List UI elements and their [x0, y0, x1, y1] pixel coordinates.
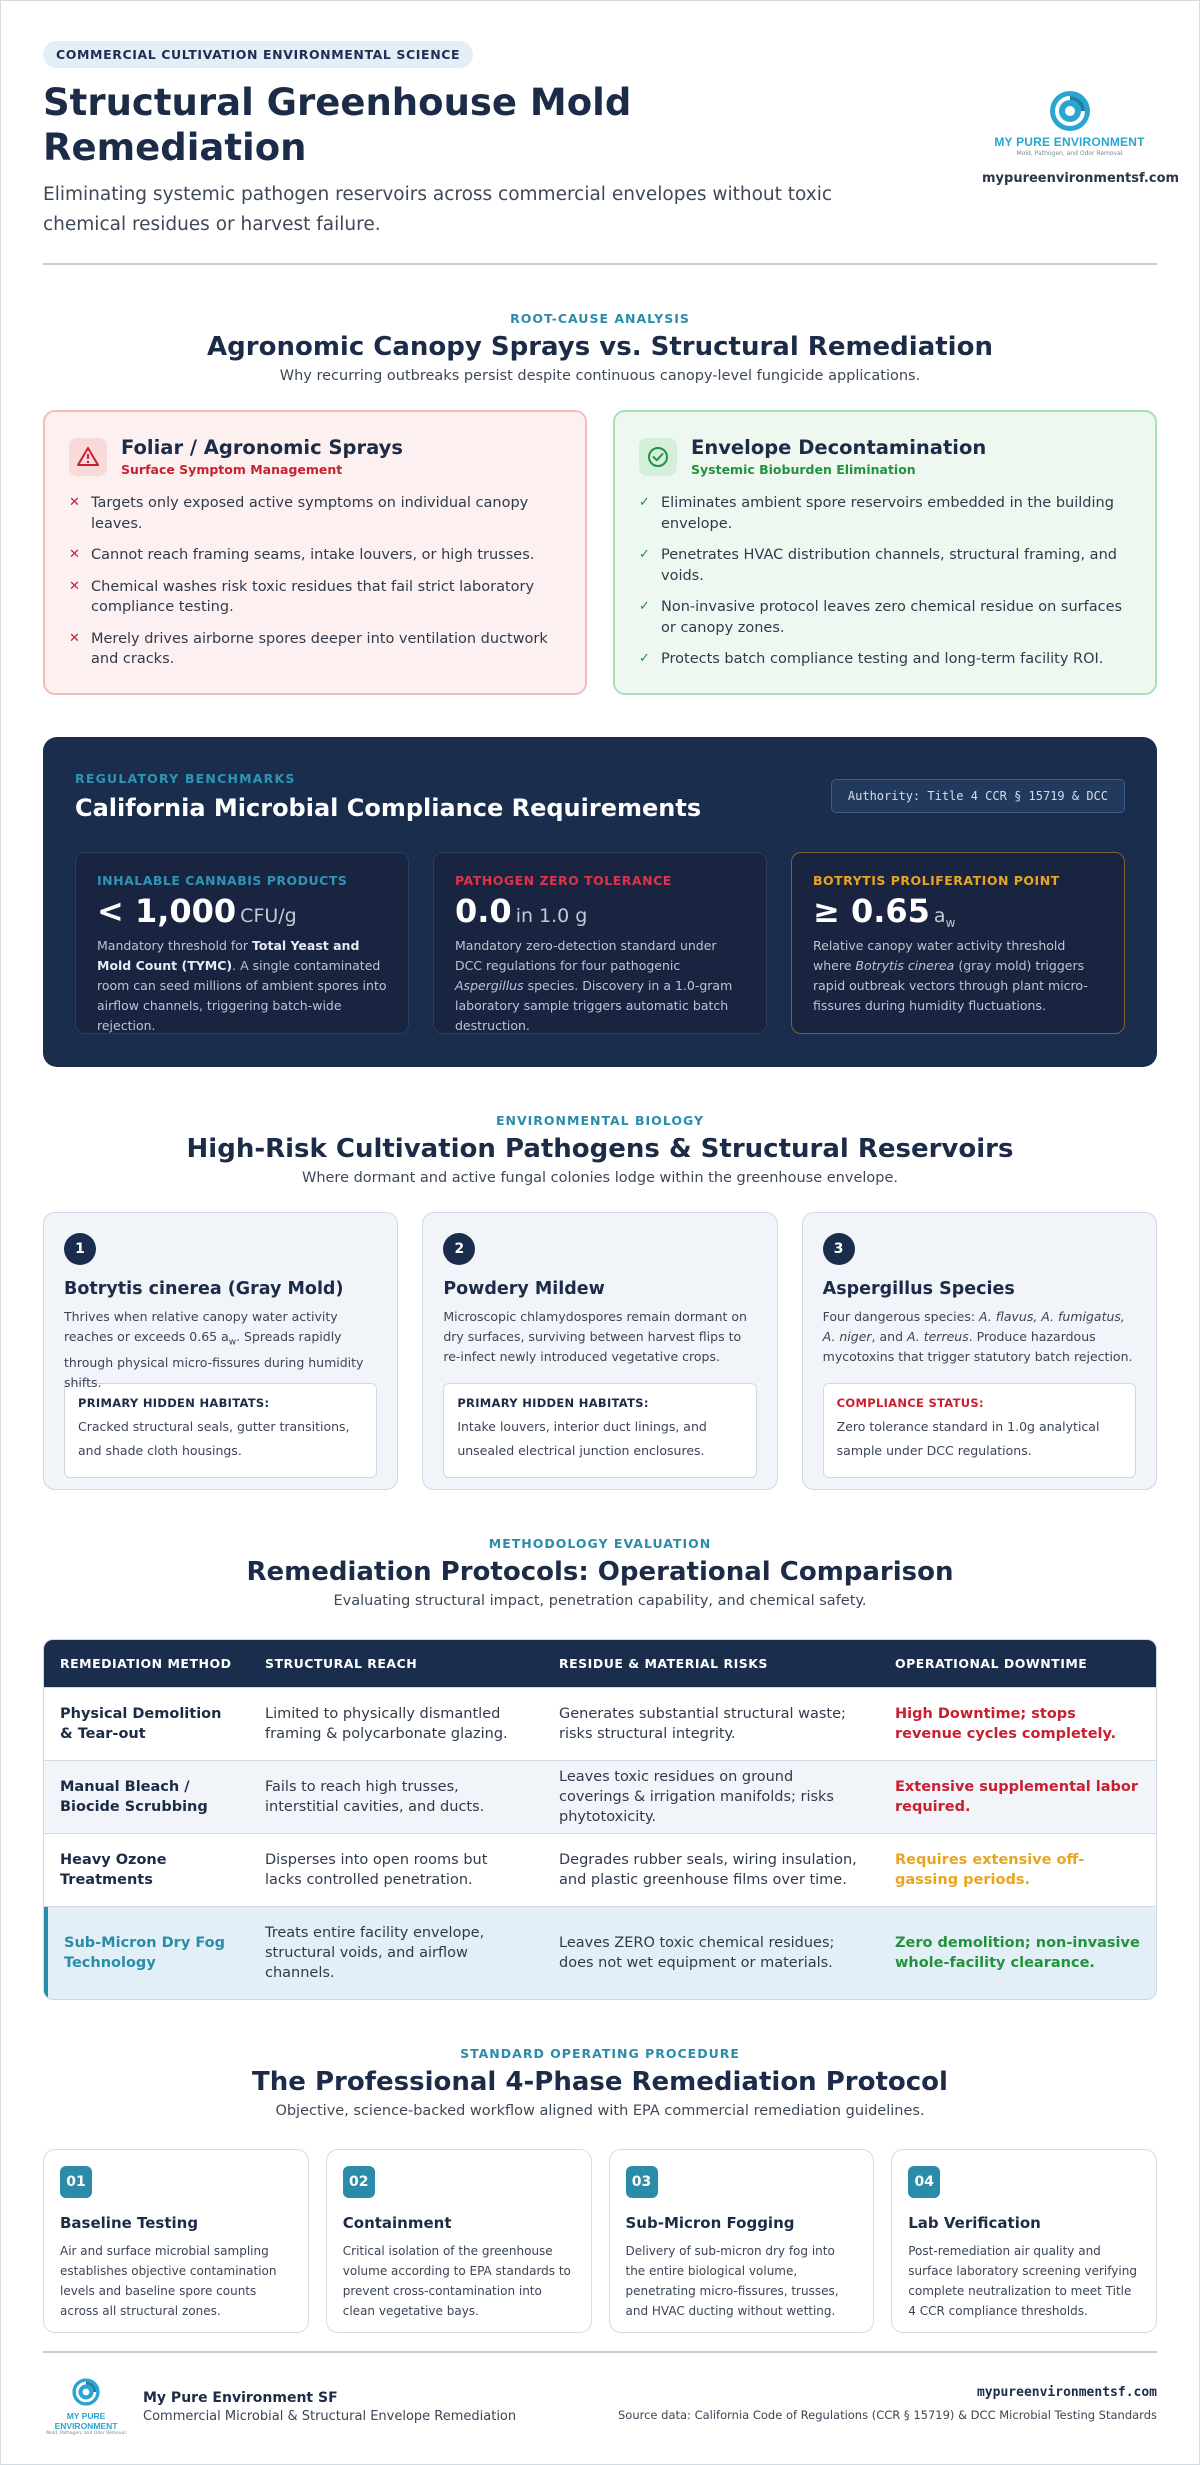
metric-description: Relative canopy water activity threshold where Botrytis cinerea (gray mold) triggers rapid outbreak vectors through plant micro-fissures during humidity fluctuations. — [813, 938, 1088, 1013]
brand-url: mypureenvironmentsf.com — [982, 171, 1180, 186]
x-mark-icon: ✕ — [69, 630, 80, 646]
column-header: OPERATIONAL DOWNTIME — [895, 1655, 1088, 1671]
phase-description: Delivery of sub-micron dry fog into the entire biological volume, penetrating micro-fissures, trusses, and HVAC ducting without wetting. — [625, 2244, 839, 2318]
footer-logo-icon — [43, 2377, 129, 2411]
comparison-cards — [43, 410, 1157, 695]
list-item: ✕ Merely drives airborne spores deeper into ventilation ductwork and cracks. — [69, 629, 561, 670]
table-row-highlighted — [44, 1907, 1156, 1999]
card-title: Botrytis cinerea (Gray Mold) — [64, 1279, 344, 1299]
brand-block — [982, 41, 1180, 186]
envelope-decontamination-card — [613, 410, 1157, 695]
risk-cell: Generates substantial structural waste; risks structural integrity. — [559, 1706, 846, 1742]
method-cell: Manual Bleach / Biocide Scrubbing — [60, 1779, 208, 1815]
card-header — [69, 436, 561, 477]
footer-wordmark: MY PURE ENVIRONMENT — [54, 2411, 118, 2431]
brand-logo-icon — [1048, 89, 1092, 133]
compliance-panel — [43, 737, 1157, 1067]
phase-cards — [43, 2149, 1157, 2333]
risk-cell: Leaves ZERO toxic chemical residues; does not wet equipment or materials. — [559, 1935, 835, 1971]
section-subtitle: Objective, science-backed workflow aligned with EPA commercial remediation guidelines. — [275, 2103, 925, 2119]
metric-label: INHALABLE CANNABIS PRODUCTS — [97, 873, 348, 888]
card-description: Four dangerous species: A. flavus, A. fumigatus, A. niger, and A. terreus. Produce hazardous mycotoxins that trigger statutory batch rejection. — [822, 1309, 1133, 1364]
pathogen-card-powdery-mildew — [422, 1212, 777, 1490]
page-header — [43, 41, 1180, 265]
check-circle-icon — [639, 438, 677, 476]
card-description: Thrives when relative canopy water activity reaches or exceeds 0.65 $a_w$. Spreads rapidly through physical micro-fissures during humidity shifts. — [64, 1309, 364, 1390]
phase-description: Post-remediation air quality and surface laboratory screening verifying complete neutralization to meet Title 4 CCR compliance thresholds. — [908, 2244, 1137, 2318]
brand-wordmark: MY PURE ENVIRONMENT — [994, 135, 1145, 149]
foliar-sprays-card — [43, 410, 587, 695]
footer-brand — [43, 2377, 516, 2436]
footer-logo — [43, 2377, 129, 2436]
habitat-label: PRIMARY HIDDEN HABITATS: — [457, 1396, 649, 1410]
footer-meta — [618, 2377, 1157, 2436]
method-cell: Physical Demolition & Tear-out — [60, 1706, 222, 1742]
downtime-cell: Zero demolition; non-invasive whole-facility clearance. — [895, 1935, 1140, 1971]
card-subtitle: Systemic Bioburden Elimination — [691, 462, 916, 477]
compliance-status-text: Zero tolerance standard in 1.0g analytical sample under DCC regulations. — [836, 1419, 1100, 1458]
list-item: ✕ Cannot reach framing seams, intake louvers, or high trusses. — [69, 545, 561, 566]
envelope-list — [639, 493, 1131, 670]
section-subtitle: Where dormant and active fungal colonies lodge within the greenhouse envelope. — [301, 1170, 899, 1186]
checkmark-icon: ✓ — [639, 651, 650, 666]
column-header: STRUCTURAL REACH — [265, 1655, 418, 1671]
compliance-status-box — [823, 1383, 1136, 1478]
downtime-cell: Extensive supplemental labor required. — [895, 1779, 1139, 1815]
x-mark-icon: ✕ — [69, 547, 80, 562]
section-eyebrow: ROOT-CAUSE ANALYSIS — [510, 311, 690, 326]
pathogens-heading — [43, 1113, 1157, 1186]
reach-cell: Fails to reach high trusses, interstitial cavities, and ducts. — [265, 1779, 485, 1815]
reach-cell: Treats entire facility envelope, structural voids, and airflow channels. — [265, 1925, 485, 1981]
column-header: RESIDUE & MATERIAL RISKS — [559, 1655, 768, 1671]
metric-value: ≥ 0.65 $a_w$ — [813, 892, 956, 930]
risk-cell: Leaves toxic residues on ground coverings & irrigation manifolds; risks phytotoxicity. — [559, 1769, 834, 1825]
phase-card-fogging — [609, 2149, 875, 2333]
downtime-cell: Requires extensive off-gassing periods. — [895, 1852, 1085, 1888]
footer-url: mypureenvironmentsf.com — [976, 2385, 1157, 2400]
sop-heading — [43, 2046, 1157, 2119]
compliance-title: California Microbial Compliance Requirements — [75, 794, 702, 822]
list-item: ✓ Non-invasive protocol leaves zero chemical residue on surfaces or canopy zones. — [639, 597, 1131, 638]
list-item: ✓ Penetrates HVAC distribution channels, structural framing, and voids. — [639, 545, 1131, 586]
metric-description: Mandatory zero-detection standard under DCC regulations for four pathogenic Aspergillus species. Discovery in a 1.0-gram laboratory sample triggers automatic batch destruction. — [455, 938, 733, 1033]
list-item: ✕ Targets only exposed active symptoms on individual canopy leaves. — [69, 493, 561, 534]
method-cell: Sub-Micron Dry Fog Technology — [64, 1935, 225, 1971]
metric-card-pathogen — [433, 852, 767, 1034]
phase-title: Baseline Testing — [60, 2214, 199, 2232]
card-title: Envelope Decontamination — [691, 436, 987, 459]
card-number: 1 — [64, 1233, 96, 1265]
section-eyebrow: ENVIRONMENTAL BIOLOGY — [495, 1113, 704, 1128]
phase-number: 01 — [60, 2166, 92, 2198]
warning-icon — [69, 438, 107, 476]
foliar-list — [69, 493, 561, 670]
table-row — [44, 1761, 1156, 1834]
header-text — [43, 41, 843, 240]
habitat-label: PRIMARY HIDDEN HABITATS: — [78, 1396, 270, 1410]
table-row — [44, 1688, 1156, 1761]
card-title: Powdery Mildew — [443, 1279, 605, 1299]
metric-unit: in 1.0 g — [515, 905, 588, 927]
card-title: Foliar / Agronomic Sprays — [121, 436, 403, 459]
page-title: Structural Greenhouse Mold Remediation — [43, 81, 632, 169]
metric-description: Mandatory threshold for Total Yeast and Mold Count (TYMC). A single contaminated room can seed millions of ambient spores into airflow channels, triggering batch-wide rejection. — [97, 938, 387, 1033]
checkmark-icon: ✓ — [639, 495, 650, 510]
phase-card-baseline-testing — [43, 2149, 309, 2333]
card-header — [639, 436, 1131, 477]
section-title: Agronomic Canopy Sprays vs. Structural Remediation — [207, 332, 993, 362]
x-mark-icon: ✕ — [69, 495, 80, 510]
metric-label: BOTRYTIS PROLIFERATION POINT — [813, 873, 1060, 888]
section-eyebrow: METHODOLOGY EVALUATION — [488, 1536, 712, 1551]
reach-cell: Limited to physically dismantled framing & polycarbonate glazing. — [265, 1706, 508, 1742]
footer-company: My Pure Environment SF — [143, 2389, 338, 2406]
footer-source: Source data: California Code of Regulations (CCR § 15719) & DCC Microbial Testing Standards — [618, 2408, 1157, 2422]
metric-value: 0.0 in 1.0 g — [455, 892, 588, 930]
list-item: ✓ Protects batch compliance testing and long-term facility ROI. — [639, 649, 1131, 670]
rootcause-heading — [43, 311, 1157, 384]
column-header: REMEDIATION METHOD — [60, 1655, 232, 1671]
phase-number: 04 — [908, 2166, 940, 2198]
metric-unit: CFU/g — [240, 905, 297, 927]
checkmark-icon: ✓ — [639, 547, 650, 562]
habitat-text: Cracked structural seals, gutter transitions, and shade cloth housings. — [78, 1419, 350, 1458]
phase-number: 03 — [626, 2166, 658, 2198]
pathogen-card-aspergillus — [802, 1212, 1157, 1490]
risk-cell: Degrades rubber seals, wiring insulation, and plastic greenhouse films over time. — [559, 1852, 857, 1888]
section-subtitle: Evaluating structural impact, penetration capability, and chemical safety. — [333, 1593, 867, 1609]
card-description: Microscopic chlamydospores remain dormant on dry surfaces, surviving between harvest flips to re-infect newly introduced vegetative crops. — [443, 1309, 747, 1364]
methods-heading — [43, 1536, 1157, 1609]
section-title: The Professional 4-Phase Remediation Protocol — [252, 2067, 948, 2097]
habitat-box — [64, 1383, 377, 1478]
card-number: 2 — [443, 1233, 475, 1265]
pathogen-card-botrytis — [43, 1212, 398, 1490]
phase-card-lab-verification — [891, 2149, 1157, 2333]
habitat-box — [443, 1383, 756, 1478]
footer-tagline: Mold, Pathogen, and Odor Removal — [46, 2431, 126, 2436]
reach-cell: Disperses into open rooms but lacks controlled penetration. — [265, 1852, 488, 1888]
category-pill: COMMERCIAL CULTIVATION ENVIRONMENTAL SCIENCE — [43, 41, 473, 68]
page-subtitle: Eliminating systemic pathogen reservoirs across commercial envelopes without toxic chemical residues or harvest failure. — [43, 184, 833, 235]
metric-unit: $a_w$ — [933, 905, 956, 930]
phase-title: Sub-Micron Fogging — [625, 2214, 795, 2232]
pathogen-cards — [43, 1212, 1157, 1490]
metric-value: < 1,000 CFU/g — [97, 892, 297, 930]
compliance-metrics — [75, 852, 1125, 1034]
authority-badge: Authority: Title 4 CCR § 15719 & DCC — [831, 779, 1125, 813]
brand-tagline: Mold, Pathogen, and Odor Removal — [1016, 150, 1123, 157]
compliance-status-label: COMPLIANCE STATUS: — [836, 1396, 984, 1410]
footer-company-sub: Commercial Microbial & Structural Envelope Remediation — [143, 2408, 517, 2424]
method-cell: Heavy Ozone Treatments — [60, 1852, 167, 1888]
compliance-eyebrow: REGULATORY BENCHMARKS — [75, 771, 296, 786]
metric-card-tymc — [75, 852, 409, 1034]
phase-description: Air and surface microbial sampling establishes objective contamination levels and baseline spore counts across all structural zones. — [60, 2244, 277, 2318]
section-title: High-Risk Cultivation Pathogens & Structural Reservoirs — [186, 1134, 1014, 1164]
table-header-row — [44, 1640, 1156, 1688]
card-title: Aspergillus Species — [822, 1279, 1015, 1299]
page-footer — [43, 2351, 1157, 2436]
card-number: 3 — [823, 1233, 855, 1265]
list-item: ✕ Chemical washes risk toxic residues that fail strict laboratory compliance testing. — [69, 577, 561, 618]
section-eyebrow: STANDARD OPERATING PROCEDURE — [460, 2046, 740, 2061]
phase-description: Critical isolation of the greenhouse volume according to EPA standards to prevent cross-contamination into clean vegetative bays. — [342, 2244, 571, 2318]
metric-card-botrytis — [791, 852, 1125, 1034]
table-row — [44, 1834, 1156, 1907]
downtime-cell: High Downtime; stops revenue cycles completely. — [895, 1706, 1117, 1742]
card-subtitle: Surface Symptom Management — [121, 462, 343, 477]
metric-label: PATHOGEN ZERO TOLERANCE — [455, 873, 672, 888]
phase-number: 02 — [343, 2166, 375, 2198]
phase-title: Lab Verification — [908, 2214, 1041, 2232]
habitat-text: Intake louvers, interior duct linings, and unsealed electrical junction enclosures. — [457, 1419, 707, 1458]
section-subtitle: Why recurring outbreaks persist despite continuous canopy-level fungicide applications. — [279, 368, 921, 384]
comparison-table — [43, 1639, 1157, 2000]
checkmark-icon: ✓ — [639, 599, 650, 614]
phase-title: Containment — [342, 2214, 452, 2232]
phase-card-containment — [326, 2149, 592, 2333]
x-mark-icon: ✕ — [69, 578, 80, 594]
section-title: Remediation Protocols: Operational Comparison — [246, 1557, 954, 1587]
list-item: ✓ Eliminates ambient spore reservoirs embedded in the building envelope. — [639, 493, 1131, 534]
